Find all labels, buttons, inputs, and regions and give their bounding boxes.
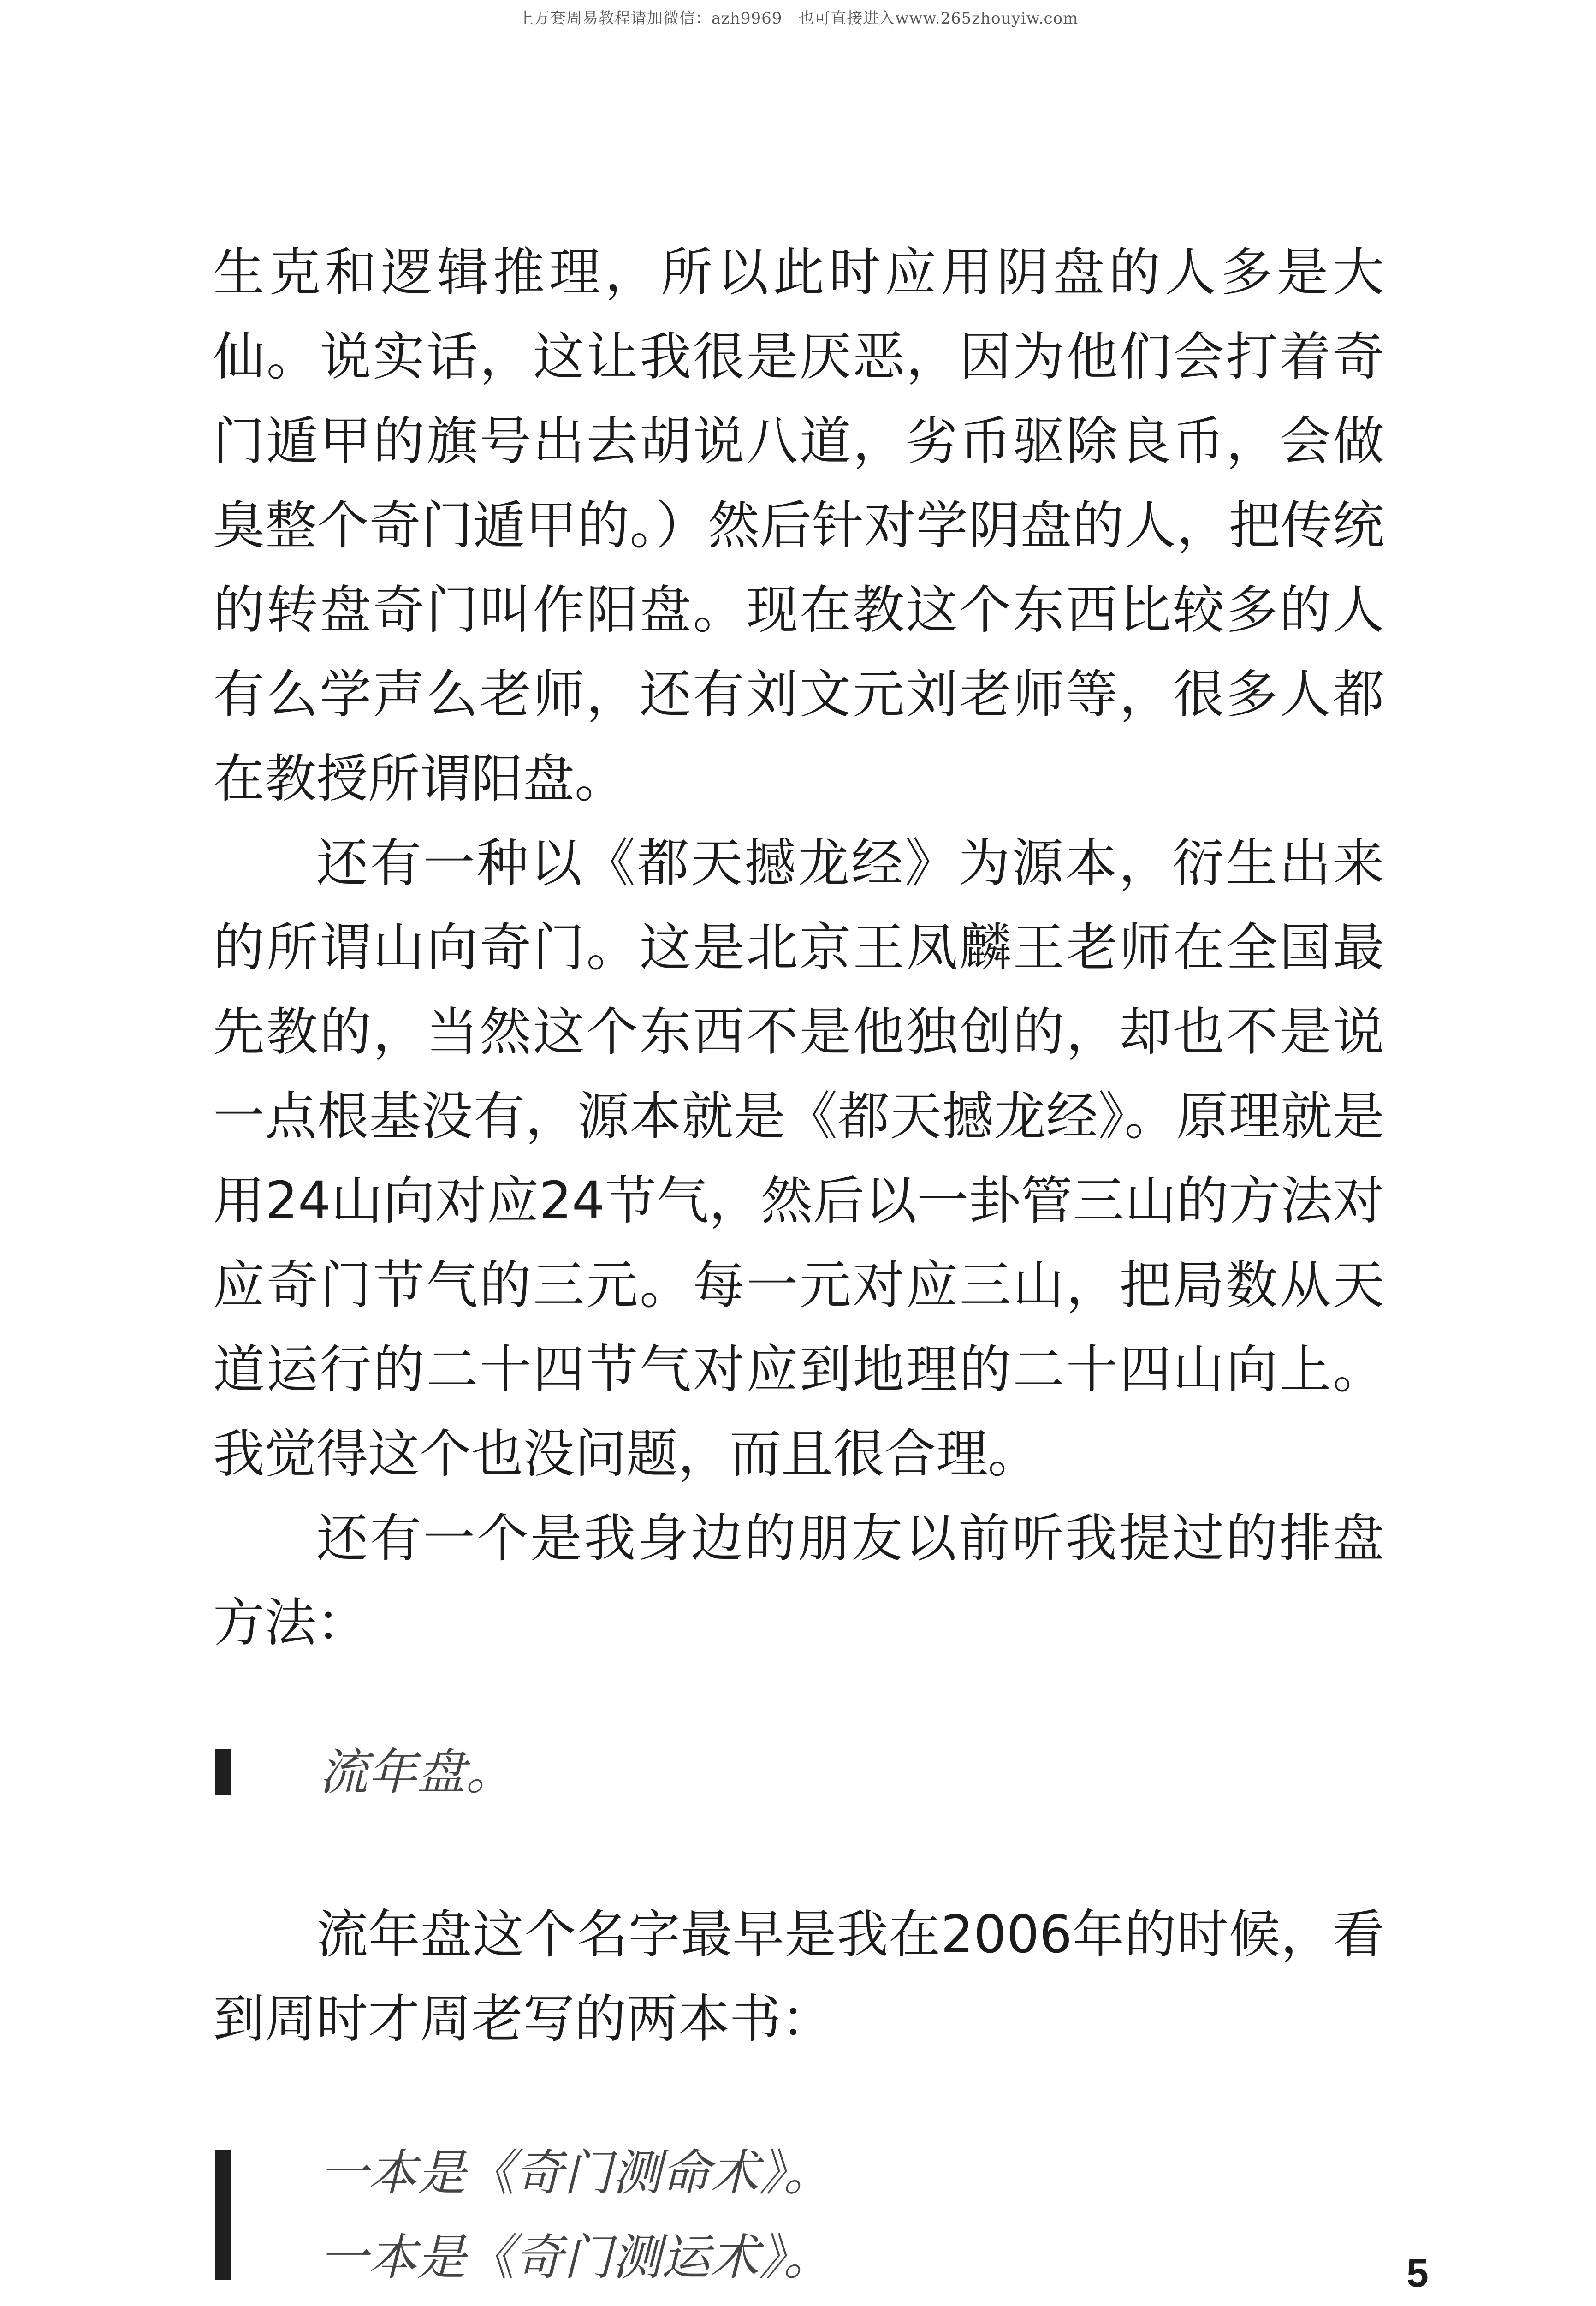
paragraph-3: 还有一个是我身边的朋友以前听我提过的排盘方法：	[213, 1509, 1384, 1653]
blockquote-1	[213, 1730, 1384, 1814]
quote-line-2: 一本是《奇门测运术》。	[319, 2229, 832, 2286]
blockquote-2	[213, 2131, 1384, 2300]
header-watermark: 上万套周易教程请加微信：azh9969 也可直接进入www.265zhouyiw.com	[517, 9, 1079, 28]
paragraph-2: 还有一种以《都天撼龙经》为源本，衍生出来的所谓山向奇门。这是北京王凤麟王老师在全国最先教的，当然这个东西不是他独创的，却也不是说一点根基没有，源本就是《都天撼龙经》。原理就是用24山向对应24节气，然后以一卦管三山的方法对应奇门节气的三元。每一元对应三山，把局数从天道运行的二十四节气对应到地理的二十四山向上。我觉得这个也没问题，而且很合理。	[213, 833, 1384, 1484]
paragraph-1: 生克和逻辑推理，所以此时应用阴盘的人多是大仙。说实话，这让我很是厌恶，因为他们会打着奇门遁甲的旗号出去胡说八道，劣币驱除良币，会做臭整个奇门遁甲的。）然后针对学阴盘的人，把传统的转盘奇门叫作阳盘。现在教这个东西比较多的人有么学声么老师，还有刘文元刘老师等，很多人都在教授所谓阳盘。	[213, 243, 1384, 809]
quote-bar	[215, 1749, 231, 1795]
quote-line-1: 一本是《奇门测命术》。	[319, 2145, 832, 2201]
paragraph-4: 流年盘这个名字最早是我在2006年的时候，看到周时才周老写的两本书：	[213, 1905, 1384, 2049]
page-body	[213, 231, 1384, 2300]
page-number: 5	[1406, 2251, 1429, 2295]
quote-line: 流年盘。	[319, 1744, 515, 1801]
quote-bar	[215, 2150, 231, 2280]
